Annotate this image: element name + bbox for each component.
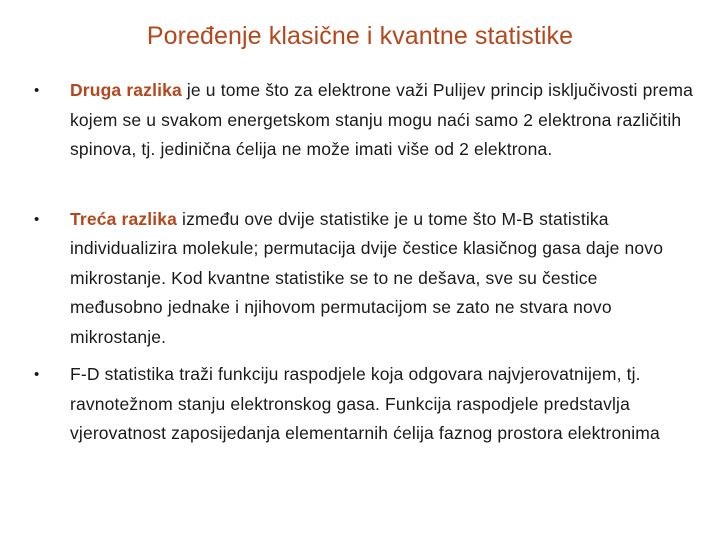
bullet-text: F-D statistika traži funkciju raspodjele koja odgovara najvjerovatnijem, tj. ravnotežnom stanju elektronskog gasa. Funkcija raspodjele predstavlja vjerovatnost zaposijedanja elementarnih ćelija faznog prostora elektronima: [70, 364, 660, 443]
bullet-list: [34, 76, 694, 449]
bullet-highlight: Druga razlika: [70, 80, 182, 100]
bullet-item-third-difference: [34, 205, 694, 353]
bullet-item-second-difference: [34, 76, 694, 165]
bullet-dot-icon: •: [34, 82, 40, 99]
slide-title: Poređenje klasične i kvantne statistike: [146, 22, 574, 50]
bullet-highlight: Treća razlika: [70, 208, 178, 229]
bullet-item-fd-statistics: [34, 360, 694, 449]
bullet-text: između ove dvije statistike je u tome što M-B statistika individualizira molekule; permutacija dvije čestice klasičnog gasa daje novo mikrostanje. Kod kvantne statistike se to ne dešava, sve su čestice međusobno jednake i njihovom permutacijom se zato ne stvara novo mikrostanje.: [70, 208, 664, 347]
bullet-dot-icon: •: [34, 210, 40, 228]
bullet-text: je u tome što za elektrone važi Pulijev princip isključivosti prema kojem se u svakom energetskom stanju mogu naći samo 2 elektrona različitih spinova, tj. jedinična ćelija ne može imati više od 2 elektrona.: [70, 80, 693, 159]
bullet-dot-icon: •: [34, 366, 40, 383]
